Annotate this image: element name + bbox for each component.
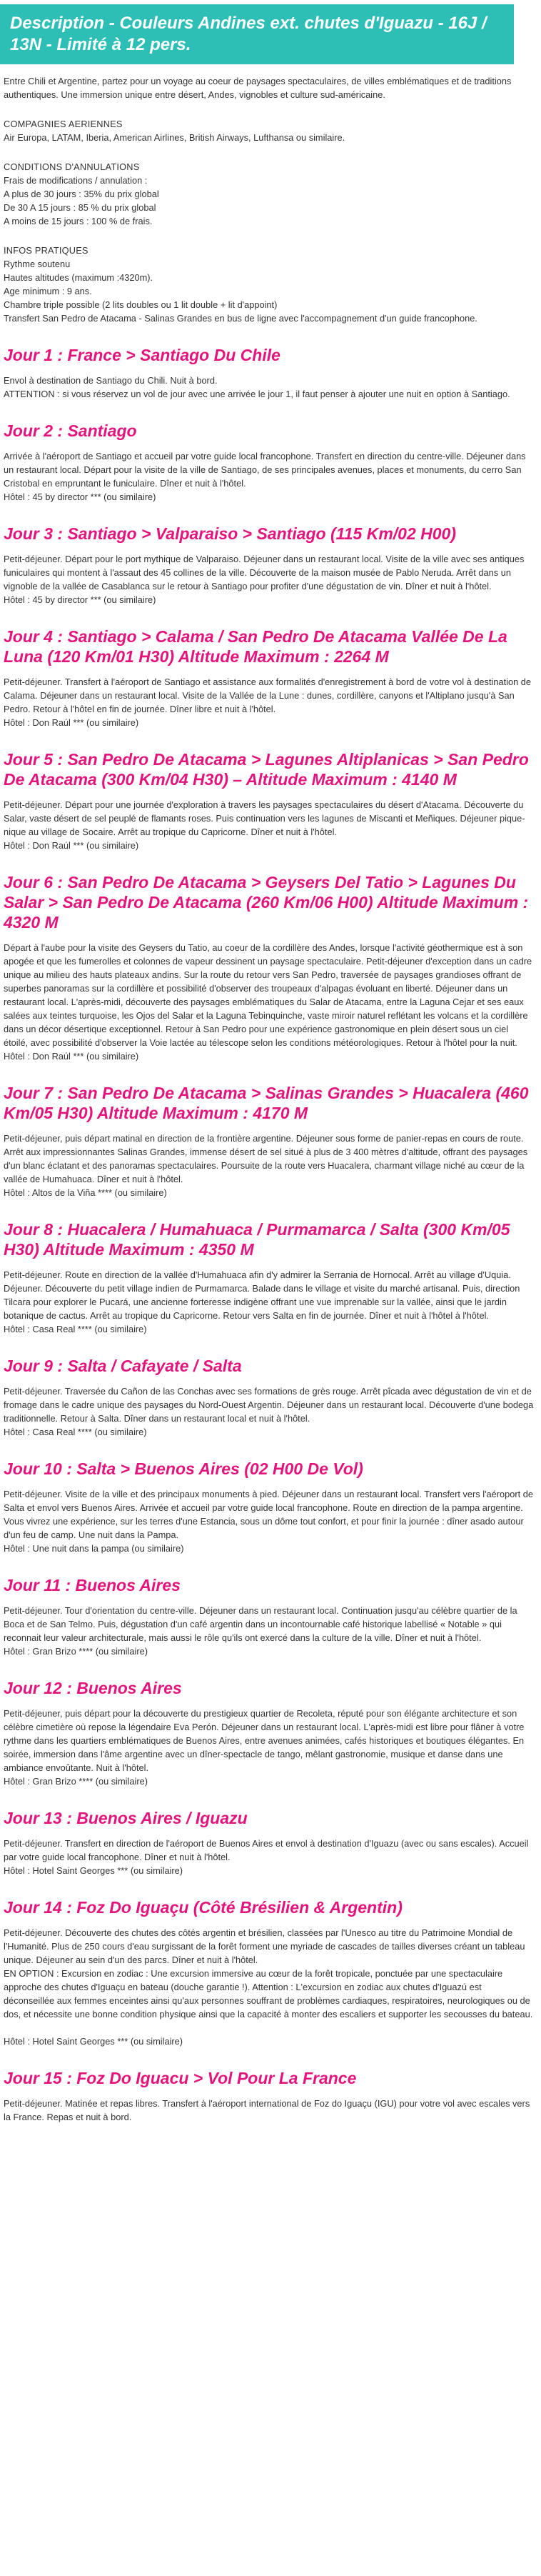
day-hotel: Hôtel : Casa Real **** (ou similaire)	[4, 1427, 147, 1437]
day-title: Jour 13 : Buenos Aires / Iguazu	[4, 1809, 248, 1827]
page-title: Description - Couleurs Andines ext. chutes d'Iguazu - 16J / 13N - Limité à 12 pers.	[10, 14, 487, 54]
practical-line: Transfert San Pedro de Atacama - Salinas Grandes en bus de ligne avec l'accompagnement d'un guide francophone.	[4, 313, 477, 324]
day-description	[4, 675, 534, 729]
day-title: Jour 8 : Huacalera / Humahuaca / Purmamarca / Salta (300 Km/05 H30) Altitude Maximum : 4350 M	[4, 1220, 510, 1259]
day-description	[4, 552, 534, 606]
day-description	[4, 374, 534, 401]
practical-line: Rythme soutenu	[4, 259, 71, 269]
day-section	[4, 1459, 534, 1555]
day-title: Jour 4 : Santiago > Calama / San Pedro De Atacama Vallée De La Luna (120 Km/01 H30) Altitude Maximum : 2264 M	[4, 627, 507, 666]
day-hotel: Hôtel : Gran Brizo **** (ou similaire)	[4, 1646, 148, 1657]
cancellation-line: A plus de 30 jours : 35% du prix global	[4, 189, 159, 199]
day-paragraph: Petit-déjeuner. Découverte des chutes des côtés argentin et brésilien, classées par l'Unesco au titre du Patrimoine Mondial de l'Humanité. Plus de 250 cours d'eau surgissant de la forêt forment une myriade de cascades de tailles diverses créant un tableau unique. Déjeuner au sein d'un des parcs. Dîner et nuit à l'hôtel.	[4, 1927, 525, 1965]
day-description	[4, 798, 534, 852]
page	[0, 4, 541, 2124]
airlines-heading: COMPAGNIES AERIENNES	[4, 119, 123, 129]
day-description	[4, 1384, 534, 1439]
day-paragraph: Petit-déjeuner. Visite de la ville et des principaux monuments à pied. Déjeuner dans un restaurant local. Transfert vers l'aéroport de Salta et envol vers Buenos Aires. Arrivée et accueil par votre guide local francophone. Route en direction de la pampa argentine. Vous vivrez une expérience, sur les terres d'une Estancia, sous un dôme tout confort, et pour finir la journée : dîner asado autour d'un feu de camp. Une nuit dans la Pampa.	[4, 1489, 533, 1540]
day-section	[4, 1678, 534, 1788]
day-paragraph: Arrivée à l'aéroport de Santiago et accueil par votre guide local francophone. Transfert en direction du centre-ville. Déjeuner dans un restaurant local. Départ pour la visite de la ville de Santiago, de ses principales avenues, places et monuments, du cerro San Cristobal en empruntant le funiculaire. Dîner et nuit à l'hôtel.	[4, 451, 526, 489]
day-hotel: Hôtel : Don Raúl *** (ou similaire)	[4, 840, 139, 851]
day-paragraph: Petit-déjeuner, puis départ pour la découverte du prestigieux quartier de Recoleta, réputé pour son élégante architecture et son célèbre cimetière où repose la légendaire Eva Perón. Déjeuner dans un restaurant local. L'après-midi est libre pour flâner à votre rythme dans les quartiers emblématiques de Buenos Aires, entre avenues animées, cafés historiques et boutiques élégantes. En soirée, immersion dans l'âme argentine avec un dîner-spectacle de tango, mêlant gastronomie, musique et danse dans une ambiance envoûtante. Nuit à l'hôtel.	[4, 1708, 525, 1773]
day-paragraph: EN OPTION : Excursion en zodiac : Une excursion immersive au cœur de la forêt tropicale, ponctuée par une spectaculaire approche des chutes d'Iguaçu en bateau (douche garantie !). Attention : L'excursion en zodiac aux chutes d'Iguazú est déconseillée aux femmes enceintes ainsi qu'aux personnes souffrant de problèmes cardiaques, respiratoires, neurologiques ou de dos, et nécessite une bonne condition physique ainsi que la capacité à monter des escaliers et supporter les secousses du bateau.	[4, 1968, 533, 2020]
day-hotel: Hôtel : Don Raúl *** (ou similaire)	[4, 1051, 139, 1062]
day-paragraph: ATTENTION : si vous réservez un vol de jour avec une arrivée le jour 1, il faut penser à ajouter une nuit en option à Santiago.	[4, 389, 510, 399]
day-title: Jour 11 : Buenos Aires	[4, 1576, 181, 1594]
day-paragraph: Petit-déjeuner. Matinée et repas libres. Transfert à l'aéroport international de Foz do Iguaçu (IGU) pour votre vol avec escales vers la France. Repas et nuit à bord.	[4, 2098, 530, 2122]
day-section	[4, 749, 534, 852]
day-section	[4, 1575, 534, 1658]
day-description	[4, 2097, 534, 2124]
day-title: Jour 10 : Salta > Buenos Aires (02 H00 De Vol)	[4, 1459, 363, 1478]
intro-text: Entre Chili et Argentine, partez pour un voyage au coeur de paysages spectaculaires, de villes emblématiques et de traditions authentiques. Une immersion unique entre désert, Andes, vignobles et culture sud-américaine.	[4, 76, 512, 100]
day-hotel: Hôtel : 45 by director *** (ou similaire)	[4, 594, 156, 605]
day-description	[4, 941, 534, 1063]
day-hotel: Hôtel : Don Raúl *** (ou similaire)	[4, 717, 139, 728]
page-title-banner	[0, 4, 514, 64]
day-hotel: Hôtel : Gran Brizo **** (ou similaire)	[4, 1776, 148, 1787]
cancellation-line: De 30 A 15 jours : 85 % du prix global	[4, 202, 156, 213]
day-hotel: Hôtel : Une nuit dans la pampa (ou similaire)	[4, 1543, 184, 1554]
practical-section	[4, 244, 534, 325]
practical-line: Hautes altitudes (maximum :4320m).	[4, 272, 153, 283]
airlines-section	[4, 117, 534, 144]
day-section	[4, 1808, 534, 1877]
day-title: Jour 9 : Salta / Cafayate / Salta	[4, 1357, 242, 1375]
day-description	[4, 1132, 534, 1199]
day-section	[4, 1356, 534, 1439]
day-description	[4, 1707, 534, 1788]
day-title: Jour 1 : France > Santiago Du Chile	[4, 346, 280, 364]
day-section	[4, 2068, 534, 2124]
day-description	[4, 1487, 534, 1555]
day-section	[4, 1083, 534, 1199]
day-section	[4, 1897, 534, 2048]
day-hotel: Hôtel : Hotel Saint Georges *** (ou similaire)	[4, 1865, 183, 1876]
day-hotel: Hôtel : 45 by director *** (ou similaire)	[4, 491, 156, 502]
day-title: Jour 5 : San Pedro De Atacama > Lagunes Altiplanicas > San Pedro De Atacama (300 Km/04 H30) – Altitude Maximum : 4140 M	[4, 750, 529, 789]
day-description	[4, 1837, 534, 1877]
day-hotel: Hôtel : Altos de la Viña **** (ou similaire)	[4, 1187, 167, 1198]
day-section	[4, 626, 534, 729]
cancellation-line: A moins de 15 jours : 100 % de frais.	[4, 216, 153, 226]
day-title: Jour 14 : Foz Do Iguaçu (Côté Brésilien & Argentin)	[4, 1898, 403, 1917]
practical-line: Chambre triple possible (2 lits doubles ou 1 lit double + lit d'appoint)	[4, 299, 278, 310]
day-paragraph: Petit-déjeuner. Départ pour une journée d'exploration à travers les paysages spectaculaires du désert d'Atacama. Découverte du Salar, vaste désert de sel peuplé de flamants roses. Puis continuation vers les lagunes de Miscanti et Meñiques. Déjeuner pique-nique au village de Socaire. Arrêt au tropique du Capricorne. Dîner et nuit à l'hôtel.	[4, 799, 525, 837]
practical-heading: INFOS PRATIQUES	[4, 245, 89, 256]
day-hotel: Hôtel : Hotel Saint Georges *** (ou similaire)	[4, 2036, 183, 2047]
day-description	[4, 1268, 534, 1336]
day-section	[4, 345, 534, 401]
day-section	[4, 872, 534, 1063]
day-description	[4, 449, 534, 504]
itinerary	[4, 345, 534, 2124]
day-description	[4, 1604, 534, 1658]
cancellation-section	[4, 160, 534, 228]
day-paragraph: Petit-déjeuner. Traversée du Cañon de las Conchas avec ses formations de grès rouge. Arrêt pîcada avec dégustation de vin et de fromage dans le cadre unique des paysages du Nord-Ouest Argentin. Déjeuner dans un restaurant local. Découverte d'une bodega traditionnelle. Retour à Salta. Dîner dans un restaurant local et nuit à l'hôtel.	[4, 1386, 534, 1424]
day-paragraph: Petit-déjeuner. Transfert en direction de l'aéroport de Buenos Aires et envol à destination d'Iguazu (avec ou sans escales). Accueil par votre guide local francophone. Dîner et nuit à l'hôtel.	[4, 1838, 529, 1862]
day-title: Jour 6 : San Pedro De Atacama > Geysers Del Tatio > Lagunes Du Salar > San Pedro De Atacama (260 Km/06 H00) Altitude Maximum : 4320 M	[4, 873, 529, 932]
day-section	[4, 421, 534, 504]
day-title: Jour 3 : Santiago > Valparaiso > Santiago (115 Km/02 H00)	[4, 524, 456, 543]
day-description	[4, 1926, 534, 2048]
day-section	[4, 1219, 534, 1336]
day-paragraph: Envol à destination de Santiago du Chili. Nuit à bord.	[4, 375, 218, 386]
day-paragraph	[4, 2021, 534, 2035]
day-paragraph: Petit-déjeuner. Tour d'orientation du centre-ville. Déjeuner dans un restaurant local. Continuation jusqu'au célèbre quartier de la Boca et de San Telmo. Puis, dégustation d'un café argentin dans un incontournable café historique labellisé « Notable » qui reconnait leur valeur architecturale, mais aussi le rôle qu'ils ont exercé dans la culture de la ville. Dîner et nuit à l'hôtel.	[4, 1605, 517, 1643]
day-hotel: Hôtel : Casa Real **** (ou similaire)	[4, 1324, 147, 1334]
day-section	[4, 524, 534, 606]
day-paragraph: Petit-déjeuner. Route en direction de la vallée d'Humahuaca afin d'y admirer la Serrania de Hornocal. Arrêt au village d'Uquia. Déjeuner. Découverte du petit village indien de Purmamarca. Balade dans le village et visite du marché artisanal. Puis, direction Tilcara pour explorer le Pucará, une ancienne forteresse indigène offrant une vue imprenable sur la vallée, ainsi que le jardin botanique de cactus. Arrêt au tropique du Capricorne. Retour vers Salta en fin de journée. Dîner et nuit à l'hôtel à l'hôtel.	[4, 1269, 520, 1321]
airlines-text: Air Europa, LATAM, Iberia, American Airlines, British Airways, Lufthansa ou similaire.	[4, 132, 345, 143]
day-title: Jour 12 : Buenos Aires	[4, 1679, 182, 1697]
day-paragraph: Petit-déjeuner, puis départ matinal en direction de la frontière argentine. Déjeuner sous forme de panier-repas en cours de route. Arrêt aux impressionnantes Salinas Grandes, immense désert de sel situé à plus de 3 400 mètres d'altitude, offrant des paysages d'un blanc éclatant et des panoramas spectaculaires. Poursuite de la route vers Huacalera, charmant village niché au cœur de la vallée de Humahuaca. Dîner et nuit à l'hôtel.	[4, 1133, 528, 1184]
cancellation-heading: CONDITIONS D'ANNULATIONS	[4, 161, 140, 172]
day-paragraph: Petit-déjeuner. Transfert à l'aéroport de Santiago et assistance aux formalités d'enregistrement à bord de votre vol à destination de Calama. Déjeuner dans un restaurant local. Visite de la Vallée de la Lune : dunes, cordillère, canyons et l'Altiplano jusqu'à San Pedro. Retour à l'hôtel en fin de journée. Dîner libre et nuit à l'hôtel.	[4, 677, 532, 714]
day-paragraph: Petit-déjeuner. Départ pour le port mythique de Valparaiso. Déjeuner dans un restaurant local. Visite de la ville avec ses antiques funiculaires qui montent à l'assaut des 45 collines de la ville. Découverte de la maison musée de Pablo Neruda. Arrêt dans un vignoble de la vallée de Casablanca sur le retour à Santiago pour profiter d'une dégustation de vin. Dîner et nuit à l'hôtel.	[4, 554, 525, 591]
day-paragraph: Départ à l'aube pour la visite des Geysers du Tatio, au coeur de la cordillère des Andes, lorsque l'activité géothermique est à son apogée et que les fumerolles et colonnes de vapeur dessinent un paysage spectaculaire. Petit-déjeuner d'exception dans un cadre unique au milieu des hauts plateaux andins. Sur la route du retour vers San Pedro, traversée de paysages grandioses offrant de superbes panoramas sur la cordillère et possibilité d'observer des troupeaux d'alpagas évoluant en liberté. Déjeuner dans un restaurant local. L'après-midi, découverte des paysages emblématiques du Salar de Atacama, entre la Laguna Cejar et ses eaux salées aux teintes turquoise, les Ojos del Salar et la Laguna Tebinquinche, vaste miroir naturel reflétant les volcans et la cordillère dans un décor désertique exceptionnel. Retour à San Pedro pour une expérience gastronomique en plein désert sous un ciel étoilé, avec possibilité d'observer la Voie lactée au télescope selon les conditions météorologiques. Retour à l'hôtel pour la nuit.	[4, 942, 532, 1048]
practical-line: Age minimum : 9 ans.	[4, 286, 92, 296]
day-title: Jour 2 : Santiago	[4, 421, 137, 440]
day-title: Jour 15 : Foz Do Iguacu > Vol Pour La France	[4, 2069, 357, 2087]
cancellation-line: Frais de modifications / annulation :	[4, 175, 148, 186]
description-content	[0, 74, 541, 2124]
day-title: Jour 7 : San Pedro De Atacama > Salinas Grandes > Huacalera (460 Km/05 H30) Altitude Maximum : 4170 M	[4, 1084, 529, 1122]
